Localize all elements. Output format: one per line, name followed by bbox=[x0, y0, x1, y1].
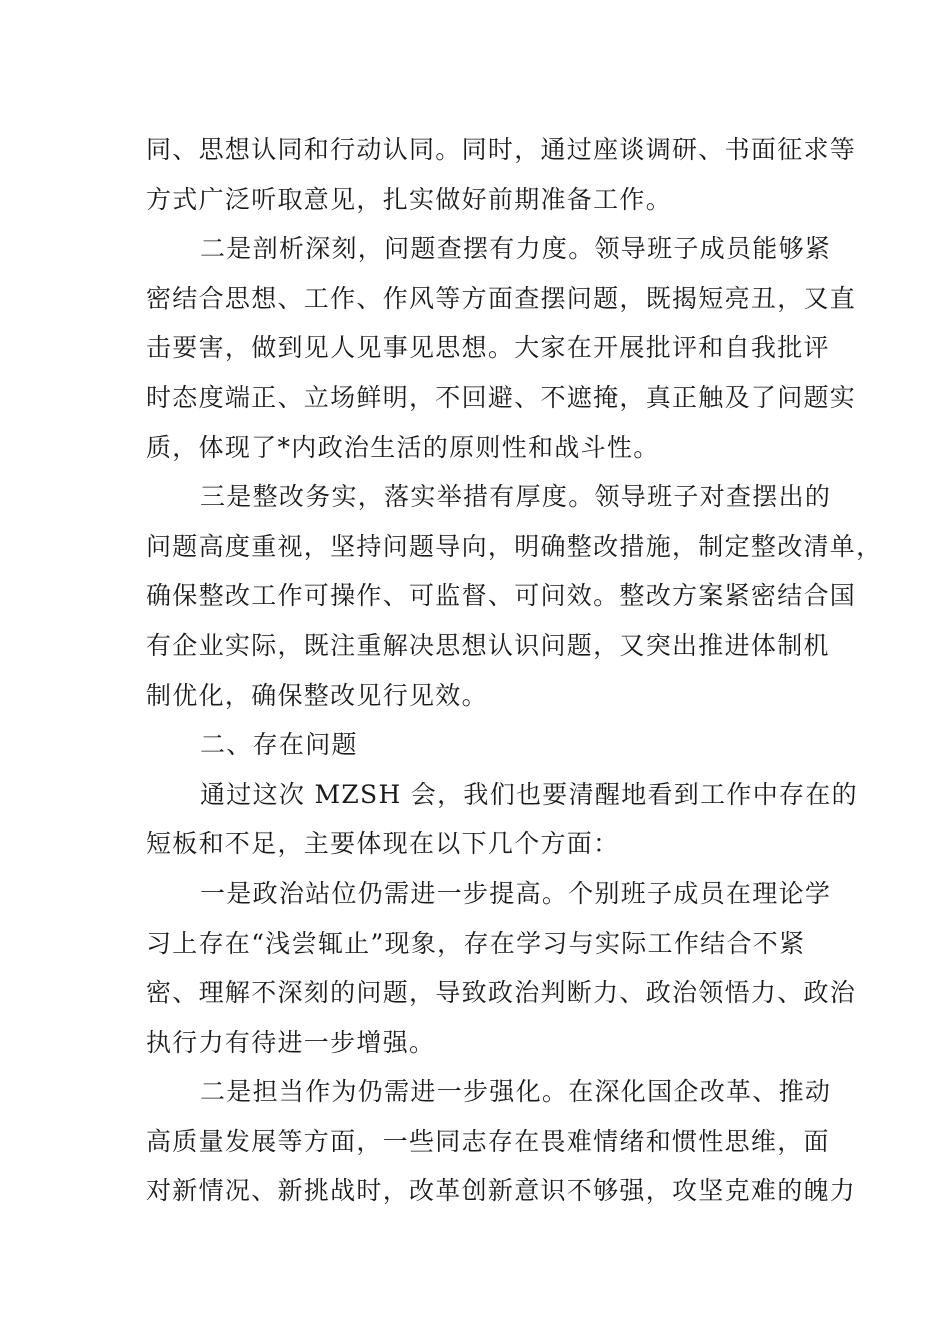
text-line: 问题高度重视，坚持问题导向，明确整改措施，制定整改清单， bbox=[146, 531, 883, 561]
text-line: 有企业实际，既注重解决思想认识问题，又突出推进体制机 bbox=[146, 630, 830, 660]
text-line: 对新情况、新挑战时，改革创新意识不够强，攻坚克难的魄力 bbox=[146, 1176, 857, 1206]
text-line: 同、思想认同和行动认同。同时，通过座谈调研、书面征求等 bbox=[146, 135, 857, 164]
body-text bbox=[146, 125, 883, 1216]
section-heading: 二、存在问题 bbox=[200, 730, 358, 760]
text-line: 击要害，做到见人见事见思想。大家在开展批评和自我批评 bbox=[146, 333, 830, 363]
paragraph-start-line: 一是政治站位仍需进一步提高。个别班子成员在理论学 bbox=[200, 878, 832, 908]
text-line: 质，体现了*内政治生活的原则性和战斗性。 bbox=[146, 432, 660, 462]
paragraph-start-line: 通过这次 MZSH 会，我们也要清醒地看到工作中存在的 bbox=[200, 779, 858, 809]
paragraph-start-line: 二是剖析深刻，问题查摆有力度。领导班子成员能够紧 bbox=[200, 234, 832, 264]
text-line: 密、理解不深刻的问题，导致政治判断力、政治领悟力、政治 bbox=[146, 978, 857, 1008]
paragraph-start-line: 三是整改务实，落实举措有厚度。领导班子对查摆出的 bbox=[200, 482, 832, 512]
text-line: 习上存在“浅尝辄止”现象，存在学习与实际工作结合不紧 bbox=[146, 928, 806, 958]
paragraph-start-line: 二是担当作为仍需进一步强化。在深化国企改革、推动 bbox=[200, 1077, 832, 1107]
text-line: 高质量发展等方面，一些同志存在畏难情绪和惯性思维，面 bbox=[146, 1126, 830, 1156]
text-line: 密结合思想、工作、作风等方面查摆问题，既揭短亮丑，又直 bbox=[146, 283, 857, 313]
text-line: 执行力有待进一步增强。 bbox=[146, 1027, 436, 1057]
text-line: 方式广泛听取意见，扎实做好前期准备工作。 bbox=[146, 184, 673, 214]
text-line: 制优化，确保整改见行见效。 bbox=[146, 680, 488, 710]
text-line: 短板和不足，主要体现在以下几个方面： bbox=[146, 829, 620, 859]
text-line: 确保整改工作可操作、可监督、可问效。整改方案紧密结合国 bbox=[146, 581, 857, 611]
text-line: 时态度端正、立场鲜明，不回避、不遮掩，真正触及了问题实 bbox=[146, 382, 857, 412]
